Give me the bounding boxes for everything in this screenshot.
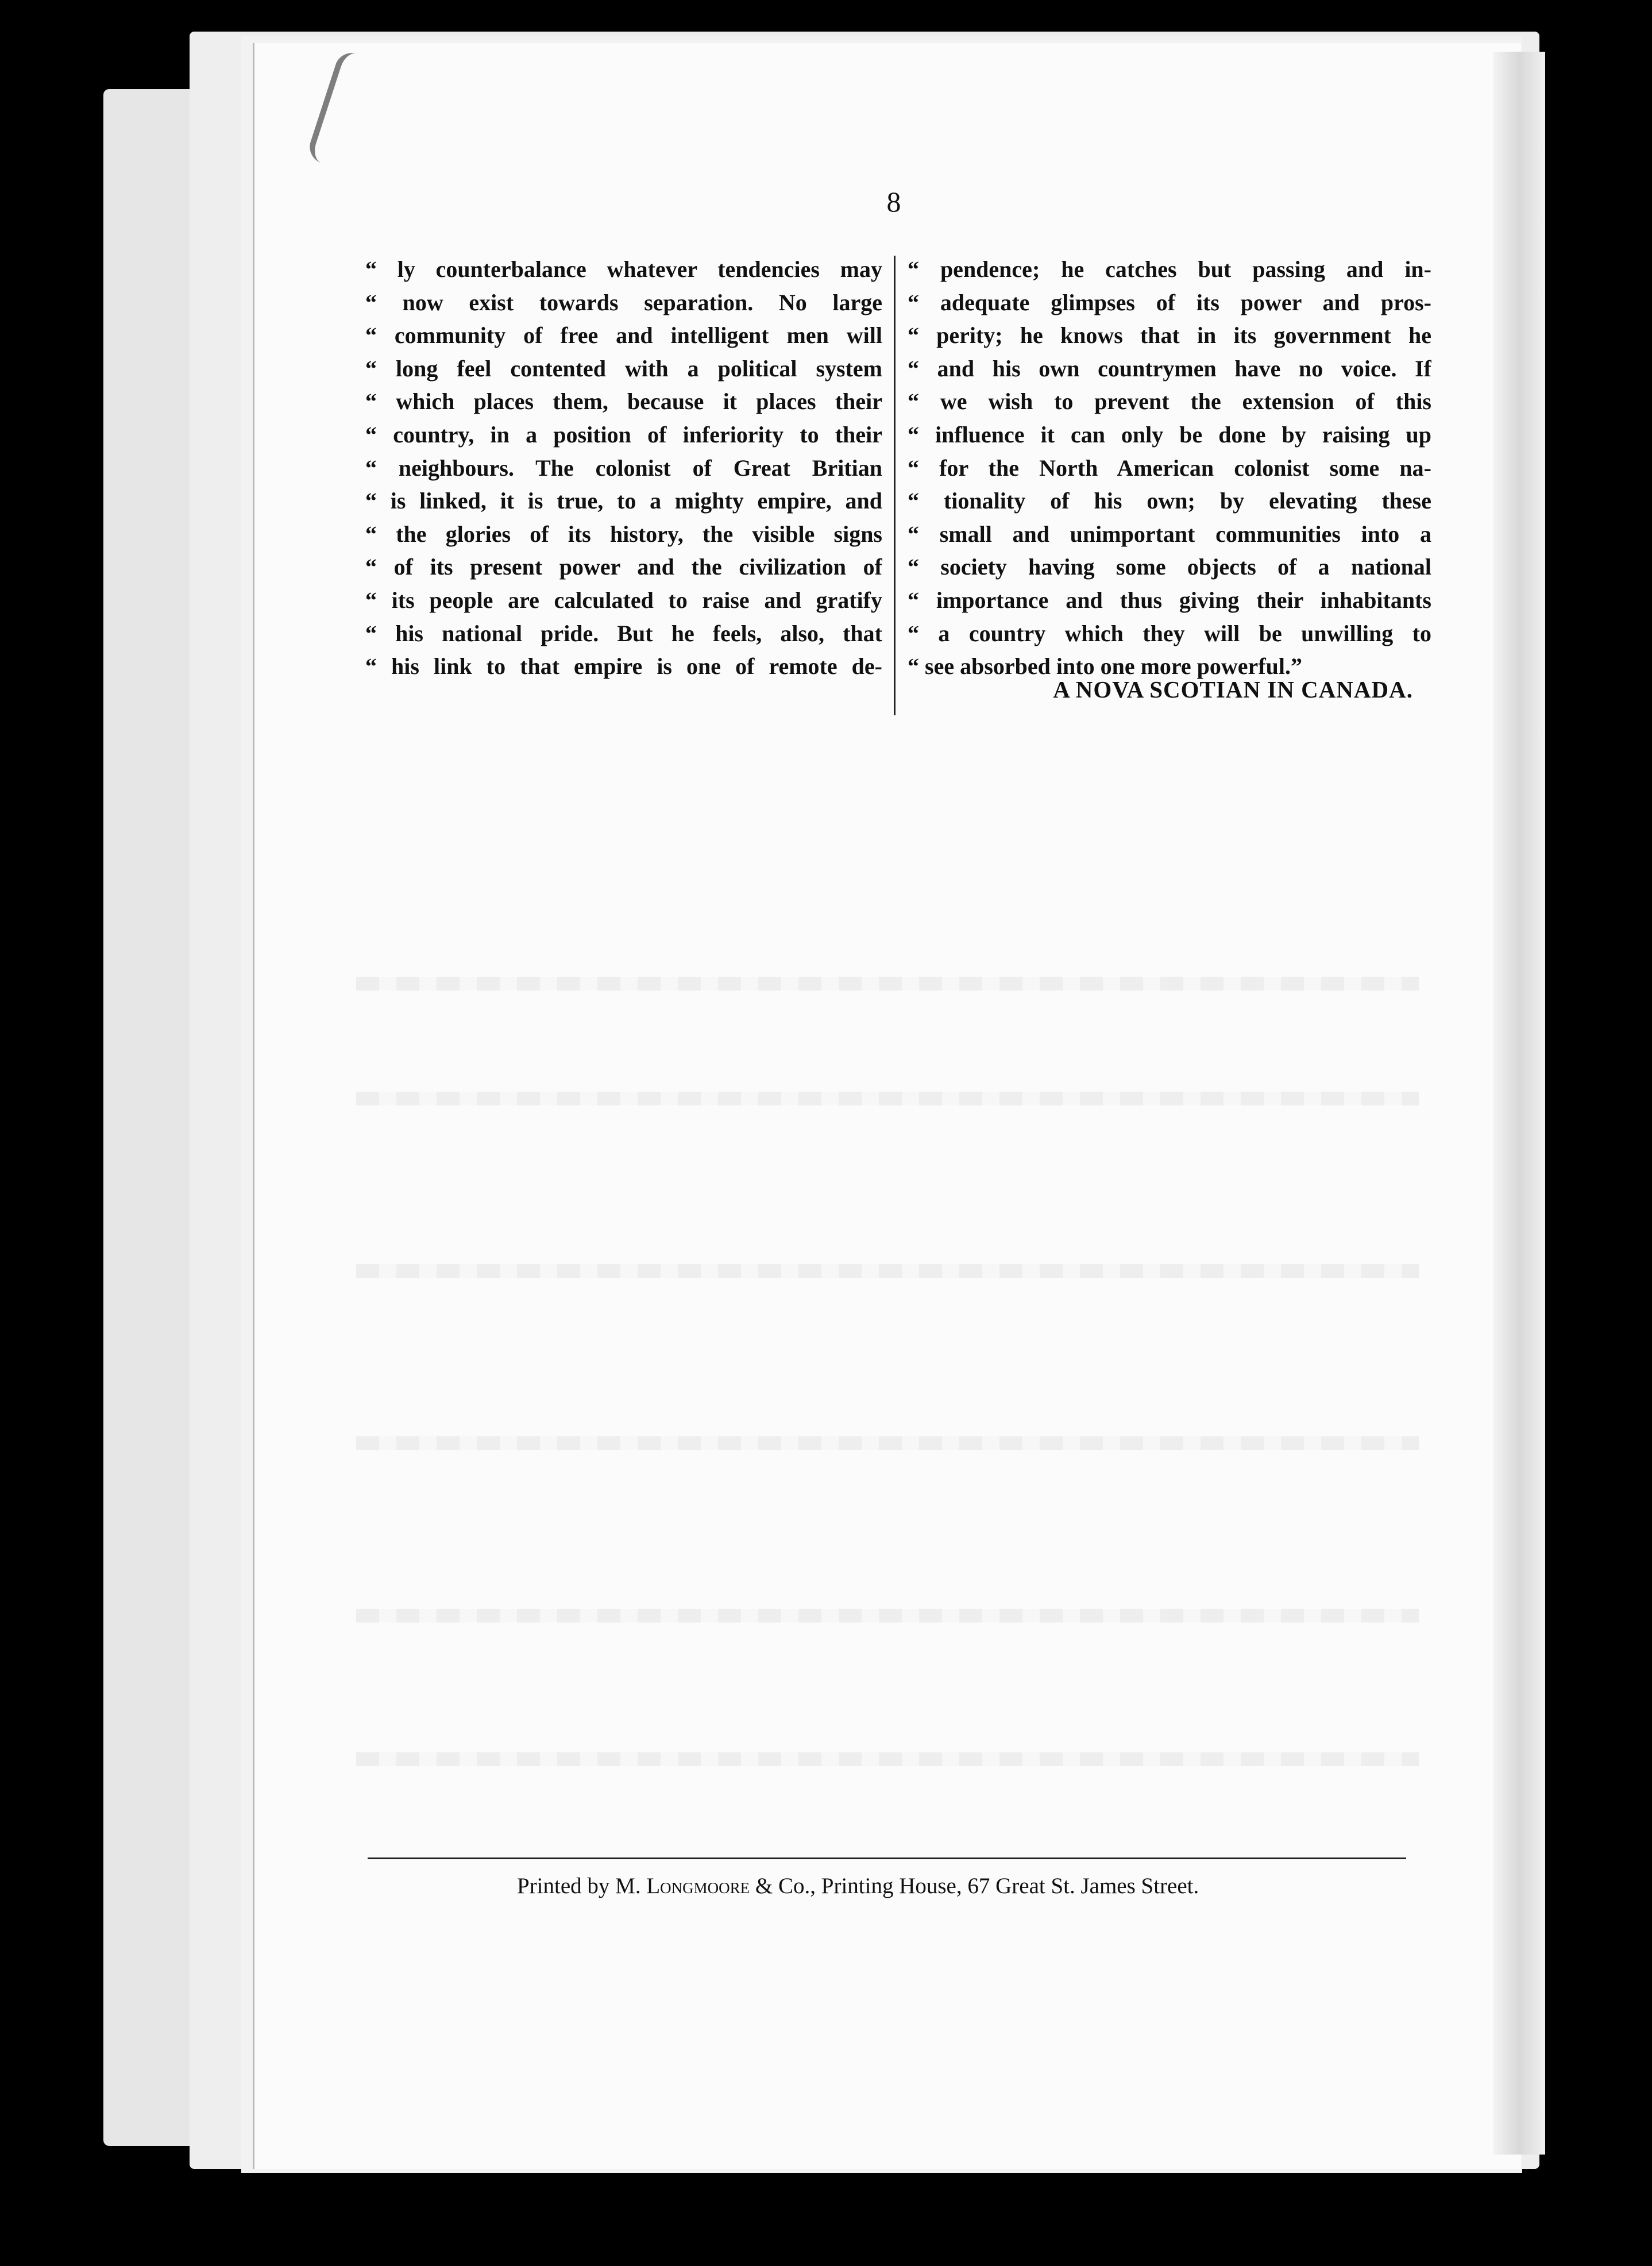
text-line: “ its people are calculated to raise and gratify	[365, 587, 882, 613]
printer-imprint	[517, 1873, 1333, 1899]
left-text-column	[365, 253, 882, 683]
column-divider	[894, 256, 896, 715]
imprint-printer-name: Longmoore	[646, 1874, 750, 1898]
text-line: “ a country which they will be unwilling to	[908, 620, 1431, 646]
text-line: “ adequate glimpses of its power and pros-	[908, 289, 1431, 315]
text-line: “ now exist towards separation. No large	[365, 289, 882, 315]
text-line: “ the glories of its history, the visible signs	[365, 521, 882, 547]
show-through-band	[356, 1752, 1419, 1766]
text-line: “ tionality of his own; by elevating these	[908, 488, 1431, 514]
text-line: “ is linked, it is true, to a mighty empire, and	[365, 488, 882, 514]
text-line: “ we wish to prevent the extension of this	[908, 388, 1431, 415]
text-line: “ perity; he knows that in its government he	[908, 322, 1431, 349]
show-through-band	[356, 1436, 1419, 1450]
text-line: “ long feel contented with a political system	[365, 355, 882, 381]
imprint-prefix: Printed by M.	[517, 1874, 647, 1898]
text-line: “ importance and thus giving their inhabitants	[908, 587, 1431, 613]
footer-rule	[368, 1857, 1406, 1859]
text-line: “ pendence; he catches but passing and in-	[908, 256, 1431, 282]
text-line: “ which places them, because it places their	[365, 388, 882, 415]
text-line: “ society having some objects of a national	[908, 554, 1431, 580]
author-signature: A NOVA SCOTIAN IN CANADA.	[1053, 676, 1413, 703]
text-line: “ neighbours. The colonist of Great Britian	[365, 454, 882, 481]
text-line: “ ly counterbalance whatever tendencies may	[365, 256, 882, 282]
imprint-suffix: & Co., Printing House, 67 Great St. James Street.	[750, 1874, 1199, 1898]
show-through-band	[356, 977, 1419, 991]
page-number: 8	[886, 186, 901, 218]
text-line: “ and his own countrymen have no voice. If	[908, 355, 1431, 381]
text-line: “ influence it can only be done by raising up	[908, 421, 1431, 448]
text-line: “ for the North American colonist some na-	[908, 454, 1431, 481]
right-text-column	[908, 253, 1431, 683]
show-through-band	[356, 1092, 1419, 1105]
text-line: “ small and unimportant communities into a	[908, 521, 1431, 547]
text-line: “ his link to that empire is one of remote de-	[365, 653, 882, 680]
page-fold-shadow	[1493, 52, 1545, 2155]
text-line: “ country, in a position of inferiority to their	[365, 421, 882, 448]
text-line: “ community of free and intelligent men will	[365, 322, 882, 349]
text-line: “ his national pride. But he feels, also, that	[365, 620, 882, 646]
show-through-band	[356, 1609, 1419, 1623]
text-line: “ see absorbed into one more powerful.”	[908, 653, 1302, 680]
show-through-band	[356, 1264, 1419, 1278]
text-line: “ of its present power and the civilization of	[365, 554, 882, 580]
